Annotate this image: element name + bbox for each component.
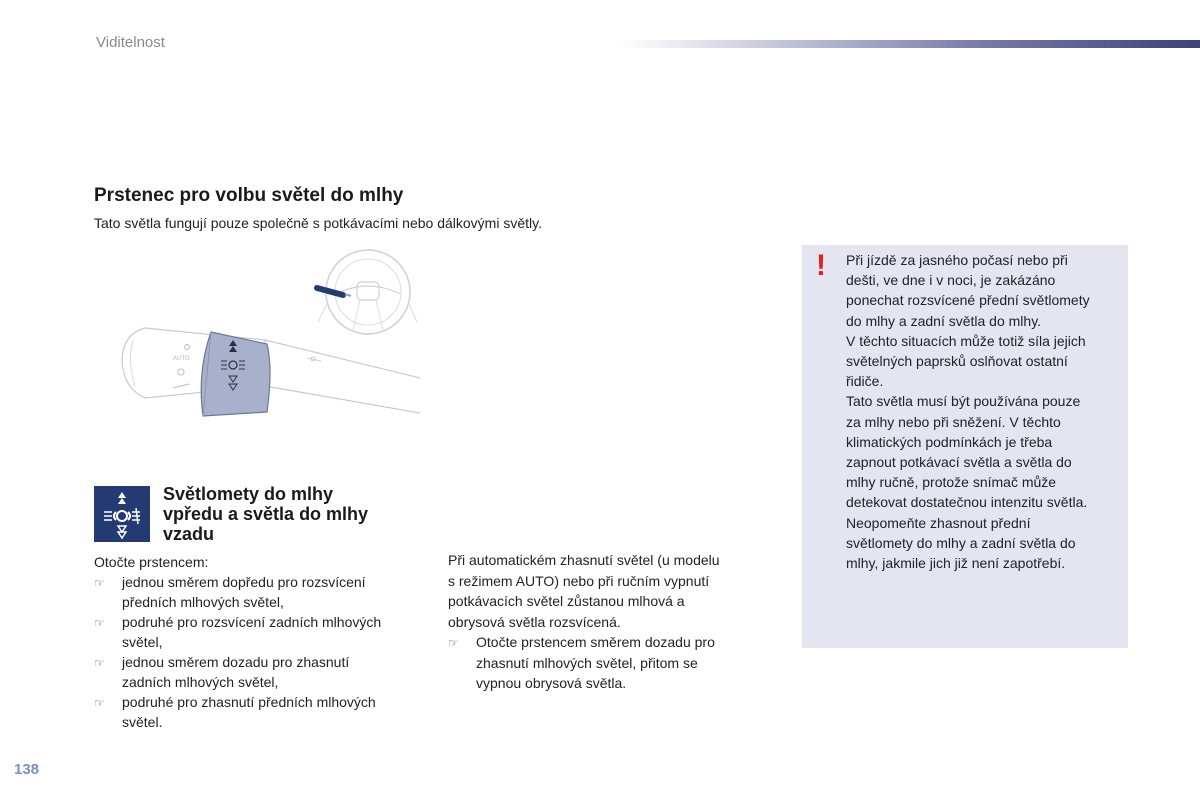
paragraph-line: obrysová světla rozsvícená. [448,613,621,630]
subsection-heading-line: vzadu [163,524,215,544]
list-item [94,652,424,692]
list-item-line: světel, [122,634,163,650]
warning-line: Tato světla musí být používána pouze [846,393,1081,410]
warning-line: světelných paprsků oslňovat ostatní [846,353,1068,370]
list-item-line: podruhé pro zhasnutí předních mlhových [122,694,376,710]
warning-line: V těchto situacích může totiž síla jejich [846,332,1086,349]
warning-box [802,245,1128,648]
warning-line: světlomety do mlhy a zadní světla do [846,534,1076,551]
list-item-line: světel. [122,714,163,730]
subsection-heading [163,484,423,544]
auto-label: AUTO [173,356,190,362]
section-heading: Prstenec pro volbu světel do mlhy [94,185,404,206]
fog-light-ring [201,332,270,416]
warning-line: ponechat rozsvícené přední světlomety [846,292,1090,309]
warning-line: klimatických podmínkách je třeba [846,433,1053,450]
pointing-hand-icon: ☞ [94,696,105,710]
steering-wheel-icon [317,250,417,334]
fog-light-ring-icon [94,486,150,542]
pointing-hand-icon: ☞ [448,636,459,650]
warning-icon: ! [816,249,826,282]
fog-light-stalk-illustration [115,248,425,433]
list-item-line: jednou směrem dozadu pro zhasnutí [122,654,350,670]
list-item [94,572,424,612]
warning-line: Neopomeňte zhasnout přední [846,514,1031,531]
list-item-line: Otočte prstencem směrem dozadu pro [476,634,715,650]
pointing-hand-icon: ☞ [94,576,105,590]
warning-line: dešti, ve dne i v noci, je zakázáno [846,272,1056,289]
left-lead: Otočte prstencem: [94,554,209,570]
middle-paragraph [448,550,768,632]
warning-line: detekovat dostatečnou intenzitu světla. [846,494,1088,511]
section-name: Viditelnost [96,34,165,51]
light-stalk [122,328,420,413]
page-number: 138 [14,761,40,778]
middle-bullet-list [448,632,768,694]
list-item-line: jednou směrem dopředu pro rozsvícení [122,574,366,590]
warning-line: zapnout potkávací světla a světla do [846,454,1072,471]
middle-column [448,550,768,694]
header-bar [620,40,1200,48]
warning-line: Při jízdě za jasného počasí nebo při [846,252,1068,268]
list-item-line: zhasnutí mlhových světel, přitom se [476,654,698,671]
pointing-hand-icon: ☞ [94,656,105,670]
warning-line: mlhy, jakmile jich již není zapotřebí. [846,555,1066,572]
warning-line: mlhy ručně, protože snímač může [846,474,1057,491]
list-item-line: předních mlhových světel, [122,594,284,610]
list-item [94,692,424,732]
warning-line: za mlhy nebo při sněžení. V těchto [846,413,1061,430]
paragraph-line: s režimem AUTO) nebo při ručním vypnutí [448,572,710,589]
section-intro: Tato světla fungují pouze společně s potkávacími nebo dálkovými světly. [94,215,542,231]
subsection-heading-line: Světlomety do mlhy [163,484,334,504]
stalk-drawing [115,248,425,428]
paragraph-line: potkávacích světel zůstanou mlhová a [448,593,685,609]
list-item [94,612,424,652]
left-column [94,552,424,732]
list-item-line: podruhé pro rozsvícení zadních mlhových [122,614,382,630]
pointing-hand-icon: ☞ [94,616,105,630]
warning-line: řidiče. [846,373,884,390]
list-item-line: zadních mlhových světel, [122,674,279,690]
subsection-heading-line: vpředu a světla do mlhy [163,504,369,524]
list-item [448,632,768,694]
left-bullet-list [94,572,424,732]
list-item-line: vypnou obrysová světla. [476,675,627,691]
warning-text [846,250,1121,573]
warning-line: do mlhy a zadní světla do mlhy. [846,312,1042,329]
paragraph-line: Při automatickém zhasnutí světel (u modelu [448,552,720,568]
